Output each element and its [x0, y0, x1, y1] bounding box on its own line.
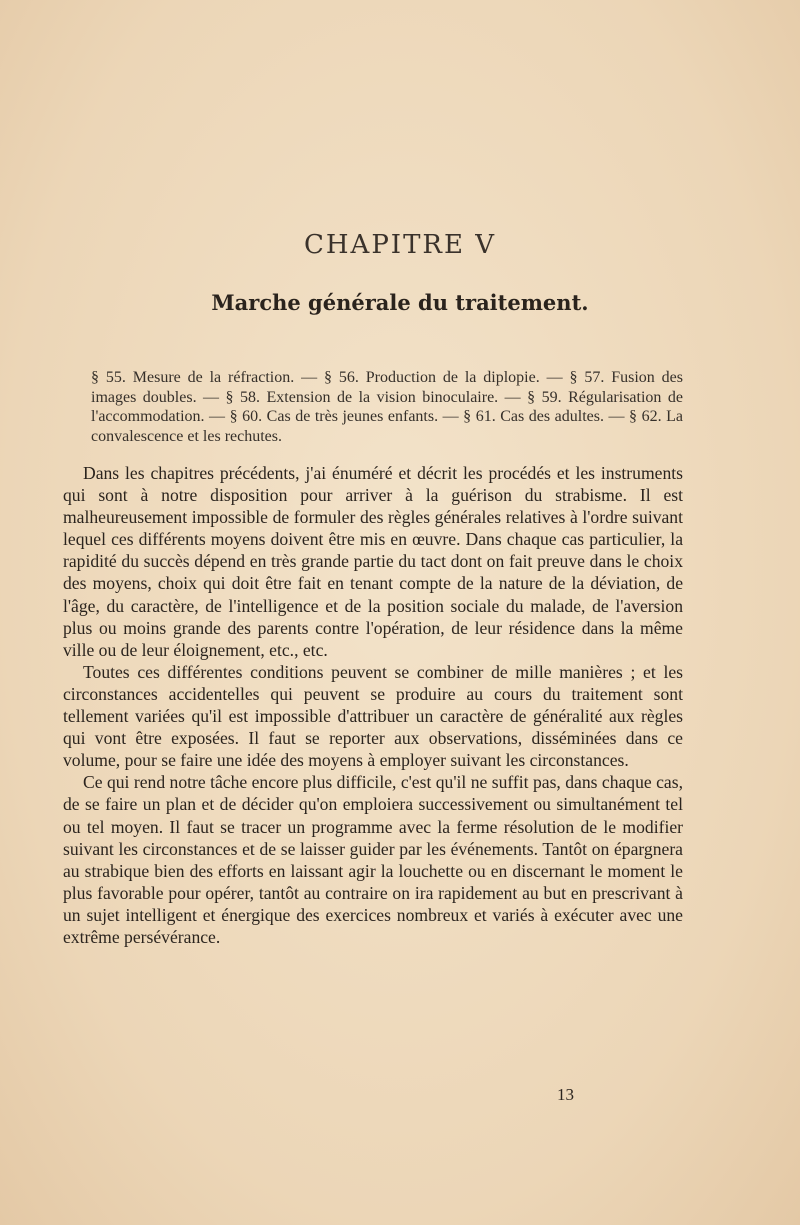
chapter-title: Marche générale du traitement. — [211, 290, 589, 315]
page-number: 13 — [557, 1085, 574, 1104]
section-summary: § 55. Mesure de la réfraction. — § 56. Production de la diplopie. — § 57. Fusion des images doubles. — § 58. Extension de la vision binoculaire. — § 59. Régularisation de l'accommodation. — § 60. Cas de très jeunes enfants. — § 61. Cas des adultes. — § 62. La convalescence et les rechutes. — [91, 369, 683, 445]
paragraph: Dans les chapitres précédents, j'ai énuméré et décrit les procédés et les instruments qui sont à notre disposition pour arriver à la guérison du strabisme. Il est malheureusement impossible de formuler des règles générales relatives à l'ordre suivant lequel ces différents moyens doivent être mis en œuvre. Dans chaque cas particulier, la rapidité du succès dépend en très grande partie du tact dont on fait preuve dans le choix des moyens, choix qui doit être fait en tenant compte de la nature de la déviation, de l'âge, du caractère, de l'intelligence et de la position sociale du malade, de l'aversion plus ou moins grande des parents contre l'opération, de leur résidence dans la même ville ou de leur éloignement, etc., etc. — [63, 463, 683, 660]
paragraph: Toutes ces différentes conditions peuvent se combiner de mille manières ; et les circonstances accidentelles qui peuvent se produire au cours du traitement sont tellement variées qu'il est impossible d'attribuer un caractère de généralité aux règles qui vont être exposées. Il faut se reporter aux observations, disséminées dans ce volume, pour se faire une idée des moyens à employer suivant les circonstances. — [63, 661, 683, 771]
chapter-label: CHAPITRE V — [303, 230, 497, 260]
body-text — [63, 462, 683, 948]
paragraph: Ce qui rend notre tâche encore plus difficile, c'est qu'il ne suffit pas, dans chaque cas, de se faire un plan et de décider qu'on emploiera successivement ou simultanément tel ou tel moyen. Il faut se tracer un programme avec la ferme résolution de le modifier suivant les circonstances et de se laisser guider par les événements. Tantôt on épargnera au strabique bien des efforts en laissant agir la louchette ou en discernant le moment le plus favorable pour opérer, tantôt au contraire on ira rapidement au but en prescrivant à un sujet intelligent et énergique des exercices nombreux et variés à exécuter avec une extrême persévérance. — [63, 772, 683, 947]
